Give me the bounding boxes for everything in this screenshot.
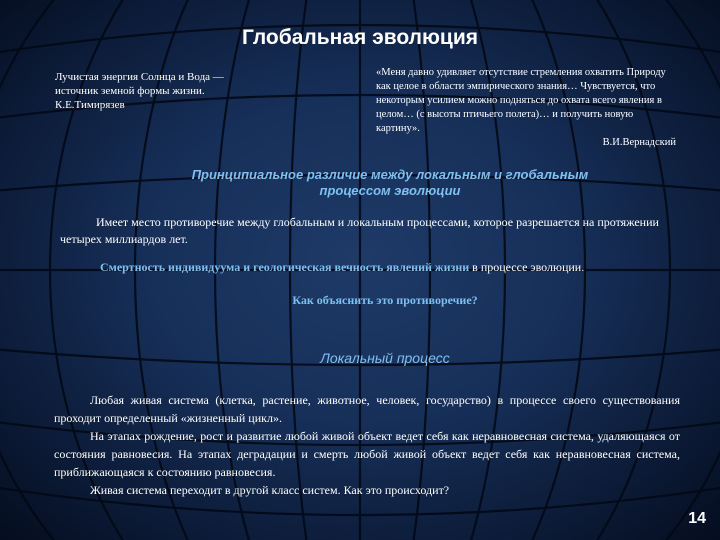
local-paragraph: Живая система переходит в другой класс систем. Как это происходит? (90, 483, 450, 497)
quote-author: В.И.Вернадский (602, 137, 676, 148)
vernadsky-quote (376, 66, 676, 150)
mortality-statement (100, 259, 680, 275)
epigraph-text: Лучистая энергия Солнца и Вода — источник земной формы жизни. (55, 71, 224, 97)
section-subtitle: Принципиальное различие между локальным и глобальным процессом эволюции (191, 167, 589, 198)
mortality-highlight: Смертность индивидуума и геологическая вечность явлений жизни (100, 260, 470, 274)
contradiction-paragraph (60, 214, 678, 248)
epigraph-timiryazev (55, 70, 255, 112)
local-paragraph: На этапах рождение, рост и развитие любой живой объект ведет себя как неравновесная система, удаляющаяся от состояния равновесия. На этапах деградации и смерть любой живой объект ведет себя как неравновесная система, приближающаяся к состоянию равновесия. (54, 429, 680, 479)
slide-title: Глобальная эволюция (242, 26, 478, 49)
local-process-heading: Локальный процесс (320, 350, 450, 366)
local-paragraph: Любая живая система (клетка, растение, животное, человек, государство) в процессе своего существования проходит определенный «жизненный цикл». (54, 393, 680, 425)
local-process-body (54, 391, 680, 499)
key-question: Как объяснить это противоречие? (292, 293, 478, 307)
quote-text: «Меня давно удивляет отсутствие стремления охватить Природу как целое в области эмпирического знания… Чувствуется, что некоторым усилием можно подняться до охвата всего явления в целом… (с высоты птичьего полета)… и получить новую картину». (376, 67, 666, 134)
page-number: 14 (688, 510, 706, 527)
contradiction-text: Имеет место противоречие между глобальным и локальным процессами, которое разрешается на протяжении четырех миллиардов лет. (60, 215, 659, 246)
epigraph-author: К.Е.Тимирязев (55, 99, 125, 111)
mortality-rest: в процессе эволюции. (469, 260, 585, 274)
